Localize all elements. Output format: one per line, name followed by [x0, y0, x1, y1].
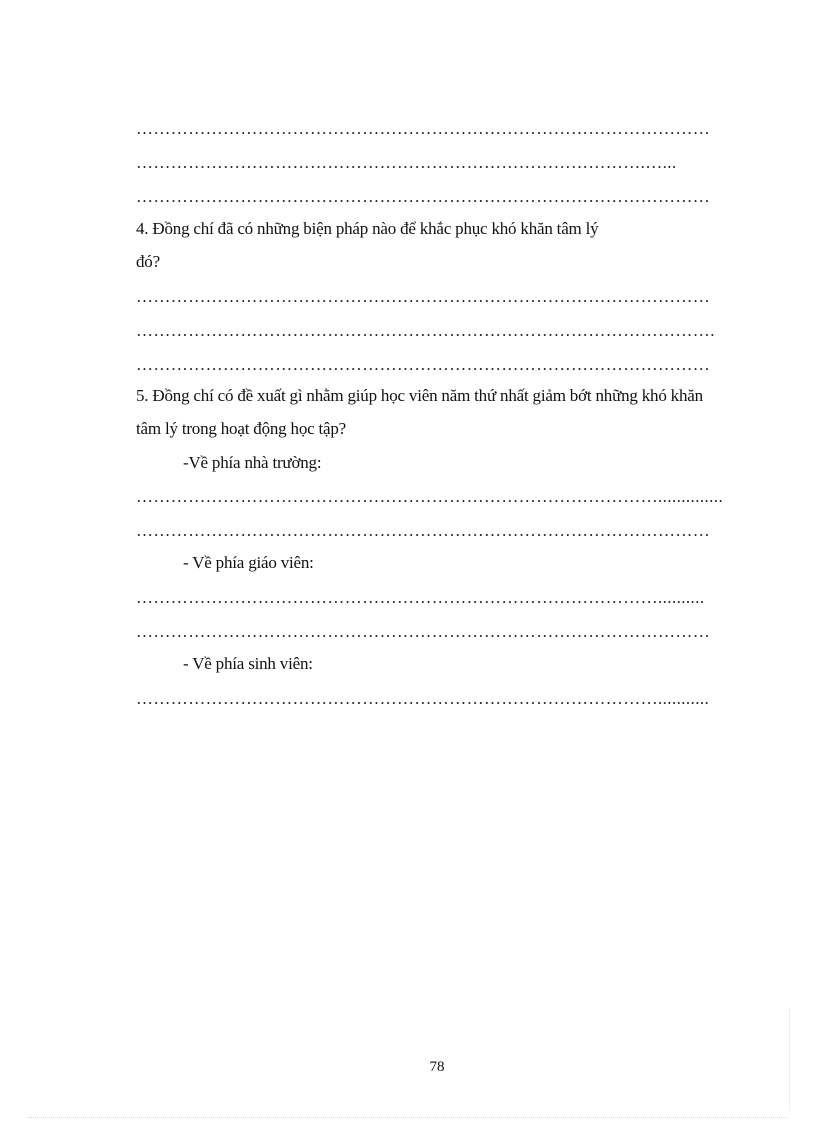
page-bottom-rule [28, 1117, 788, 1118]
answer-line: ……………………………………………………………………………………… [136, 622, 711, 641]
question-5-continuation: tâm lý trong hoạt động học tập? [136, 419, 347, 438]
sub-heading-teachers: - Về phía giáo viên: [183, 553, 314, 572]
answer-line: …………………………………………………………………………….…... [136, 153, 677, 172]
answer-line: ……………………………………………………………………………….......... [136, 588, 705, 607]
answer-line: ………………………………………………………………………………………. [136, 321, 715, 340]
question-4-continuation: đó? [136, 252, 160, 271]
answer-line: ……………………………………………………………………………….............. [136, 487, 724, 506]
page-number: 78 [429, 1059, 445, 1075]
question-5: 5. Đồng chí có đề xuất gì nhằm giúp học viên năm thứ nhất giảm bớt những khó khăn [136, 386, 703, 405]
sub-heading-students: - Về phía sinh viên: [183, 654, 313, 673]
answer-line: ……………………………………………………………………………………… [136, 287, 711, 306]
page-edge-rule [789, 1010, 790, 1110]
answer-line: ……………………………………………………………………………………… [136, 355, 711, 374]
answer-line: ……………………………………………………………………………………… [136, 521, 711, 540]
sub-heading-school: -Về phía nhà trường: [183, 453, 322, 472]
question-4: 4. Đồng chí đã có những biện pháp nào để khắc phục khó khăn tâm lý [136, 219, 599, 238]
answer-line: ………………………………………………………………………………........... [136, 689, 710, 708]
answer-line: ……………………………………………………………………………………… [136, 119, 711, 138]
answer-line: ……………………………………………………………………………………… [136, 187, 711, 206]
